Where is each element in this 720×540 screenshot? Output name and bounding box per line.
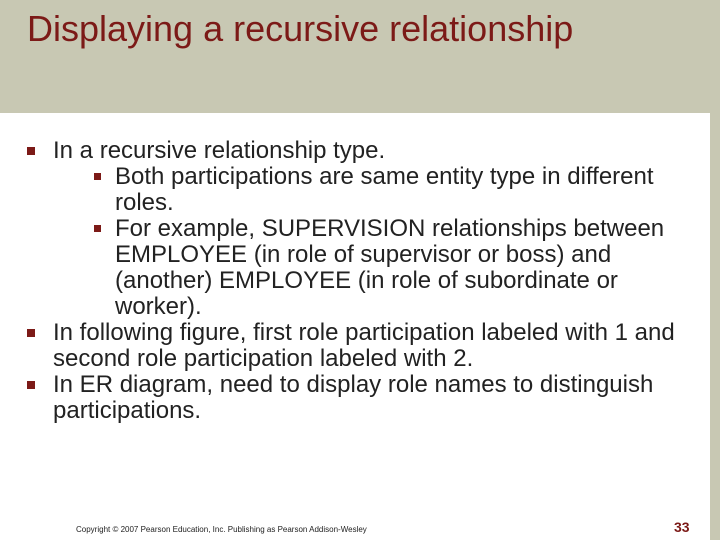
- square-bullet-icon: [27, 381, 35, 389]
- bullet-item: [53, 372, 703, 424]
- bullet-text: In a recursive relationship type.: [53, 137, 386, 164]
- bullet-text: In ER diagram, need to display role names to distinguish participations.: [53, 371, 654, 424]
- slide-title: Displaying a recursive relationship: [27, 8, 574, 49]
- square-bullet-icon: [94, 225, 101, 232]
- page-number: 33: [674, 519, 690, 535]
- header-divider: [0, 113, 720, 117]
- sub-bullet-item: [115, 216, 695, 320]
- square-bullet-icon: [27, 147, 35, 155]
- bullet-item: [53, 138, 703, 164]
- right-accent-bar: [710, 113, 720, 540]
- bullet-item: [53, 320, 703, 372]
- copyright-footer: Copyright © 2007 Pearson Education, Inc. Publishing as Pearson Addison-Wesley: [76, 525, 367, 534]
- title-band: [0, 0, 720, 113]
- sub-bullet-item: [115, 164, 695, 216]
- bullet-text: For example, SUPERVISION relationships between EMPLOYEE (in role of supervisor or boss) and (another) EMPLOYEE (in role of subordinate or worker).: [115, 215, 665, 320]
- square-bullet-icon: [27, 329, 35, 337]
- bullet-text: In following figure, first role participation labeled with 1 and second role participation labeled with 2.: [53, 319, 675, 372]
- square-bullet-icon: [94, 173, 101, 180]
- bullet-text: Both participations are same entity type in different roles.: [115, 163, 654, 216]
